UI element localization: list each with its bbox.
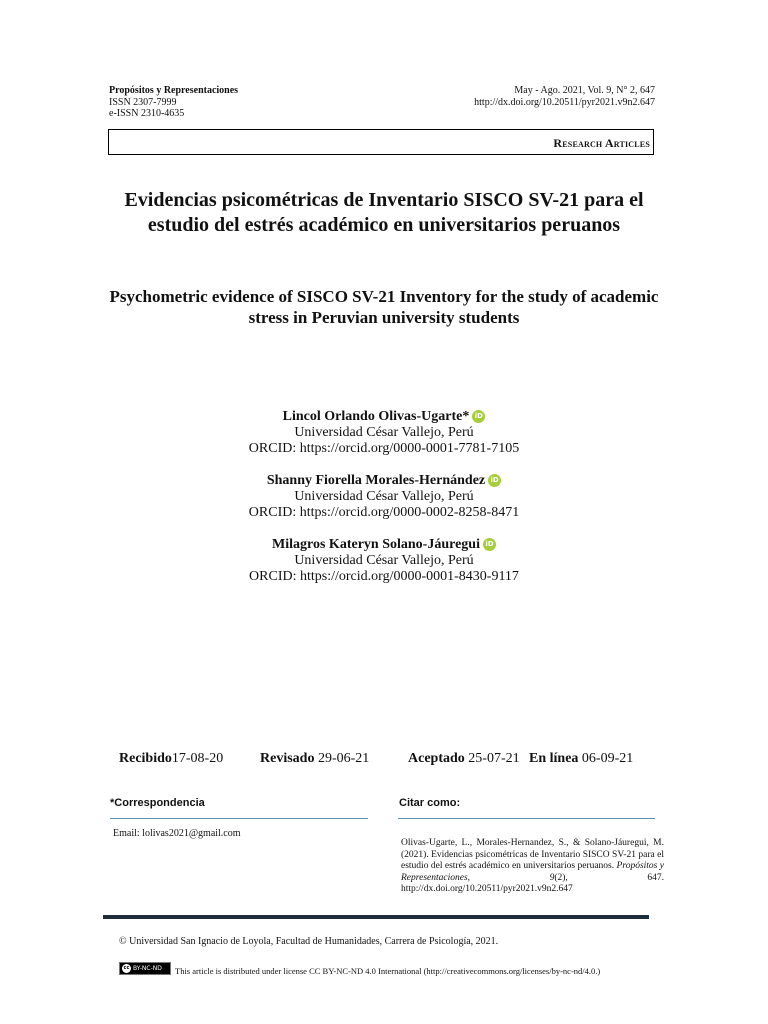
journal-info [109,85,238,120]
date-accepted [408,751,520,767]
issue-info [474,85,655,108]
orcid-icon[interactable]: iD [488,474,501,487]
citation-part1: Olivas-Ugarte, L., Morales-Hernandez, S., & Solano-Jáuregui, M. (2021). Evidencias psicométricas de Inventario SISCO SV-21 para el estudio del estrés académico en universitarios peruanos. [401,838,664,871]
correspondence-rule [110,818,368,819]
date-online-value: 06-09-21 [581,751,634,766]
cc-badge-text: BY-NC-ND [133,965,162,972]
citation-journal: Propósitos y Representaciones, 9 [401,861,664,883]
title-spanish: Evidencias psicométricas de Inventario SISCO SV-21 para el estudio del estrés académico en universitarios peruanos [124,189,644,236]
date-revised [260,751,369,767]
title-english: Psychometric evidence of SISCO SV-21 Inventory for the study of academic stress in Peruvian university students [109,287,659,327]
author-orcid[interactable]: ORCID: https://orcid.org/0000-0002-8258-8471 [248,505,520,520]
author-name: Shanny Fiorella Morales-Hernández [266,473,486,488]
correspondence-email[interactable]: Email: lolivas2021@gmail.com [113,828,241,839]
date-received [119,751,223,767]
citation-rule [398,818,655,819]
citation-text [401,838,664,896]
author-affiliation: Universidad César Vallejo, Perú [294,553,474,568]
issue: May - Ago. 2021, Vol. 9, N° 2, 647 [514,85,655,96]
author-block [134,473,634,521]
date-online [529,751,633,767]
author-block [134,537,634,585]
cc-icon: cc [123,965,130,971]
date-online-label: En línea [529,751,579,766]
correspondence-label: *Correspondencia [110,797,205,809]
eissn: e-ISSN 2310-4635 [109,108,185,119]
issn: ISSN 2307-7999 [109,96,177,108]
date-revised-value: 29-06-21 [317,751,370,766]
author-name: Lincol Orlando Olivas-Ugarte* [282,409,470,424]
orcid-icon[interactable]: iD [472,410,485,423]
date-received-label: Recibido [119,751,172,766]
author-orcid[interactable]: ORCID: https://orcid.org/0000-0001-7781-7105 [248,441,520,456]
copyright: © Universidad San Ignacio de Loyola, Facultad de Humanidades, Carrera de Psicología, 2021. [119,936,499,947]
date-received-value: 17-08-20 [171,751,224,766]
author-affiliation: Universidad César Vallejo, Perú [294,425,474,440]
doi-link[interactable]: http://dx.doi.org/10.20511/pyr2021.v9n2.647 [474,96,655,108]
date-accepted-label: Aceptado [408,751,465,766]
section-label: Research Articles [553,136,650,150]
author-affiliation: Universidad César Vallejo, Perú [294,489,474,504]
author-block [134,409,634,457]
section-box [108,129,654,155]
orcid-icon[interactable]: iD [483,538,496,551]
footer-divider [103,915,649,919]
date-revised-label: Revisado [260,751,315,766]
citation-label: Citar como: [399,797,461,809]
author-name: Milagros Kateryn Solano-Jáuregui [272,537,480,552]
license-text: This article is distributed under license CC BY-NC-ND 4.0 International (http://creativecommons.org/licenses/by-nc-nd/4.0.) [175,966,601,976]
journal-name: Propósitos y Representaciones [109,85,239,96]
date-accepted-value: 25-07-21 [468,751,520,766]
citation-part2: (2), 647. http://dx.doi.org/10.20511/pyr2021.v9n2.647 [401,872,665,894]
author-orcid[interactable]: ORCID: https://orcid.org/0000-0001-8430-9117 [249,569,519,584]
cc-license-badge[interactable] [119,962,171,975]
